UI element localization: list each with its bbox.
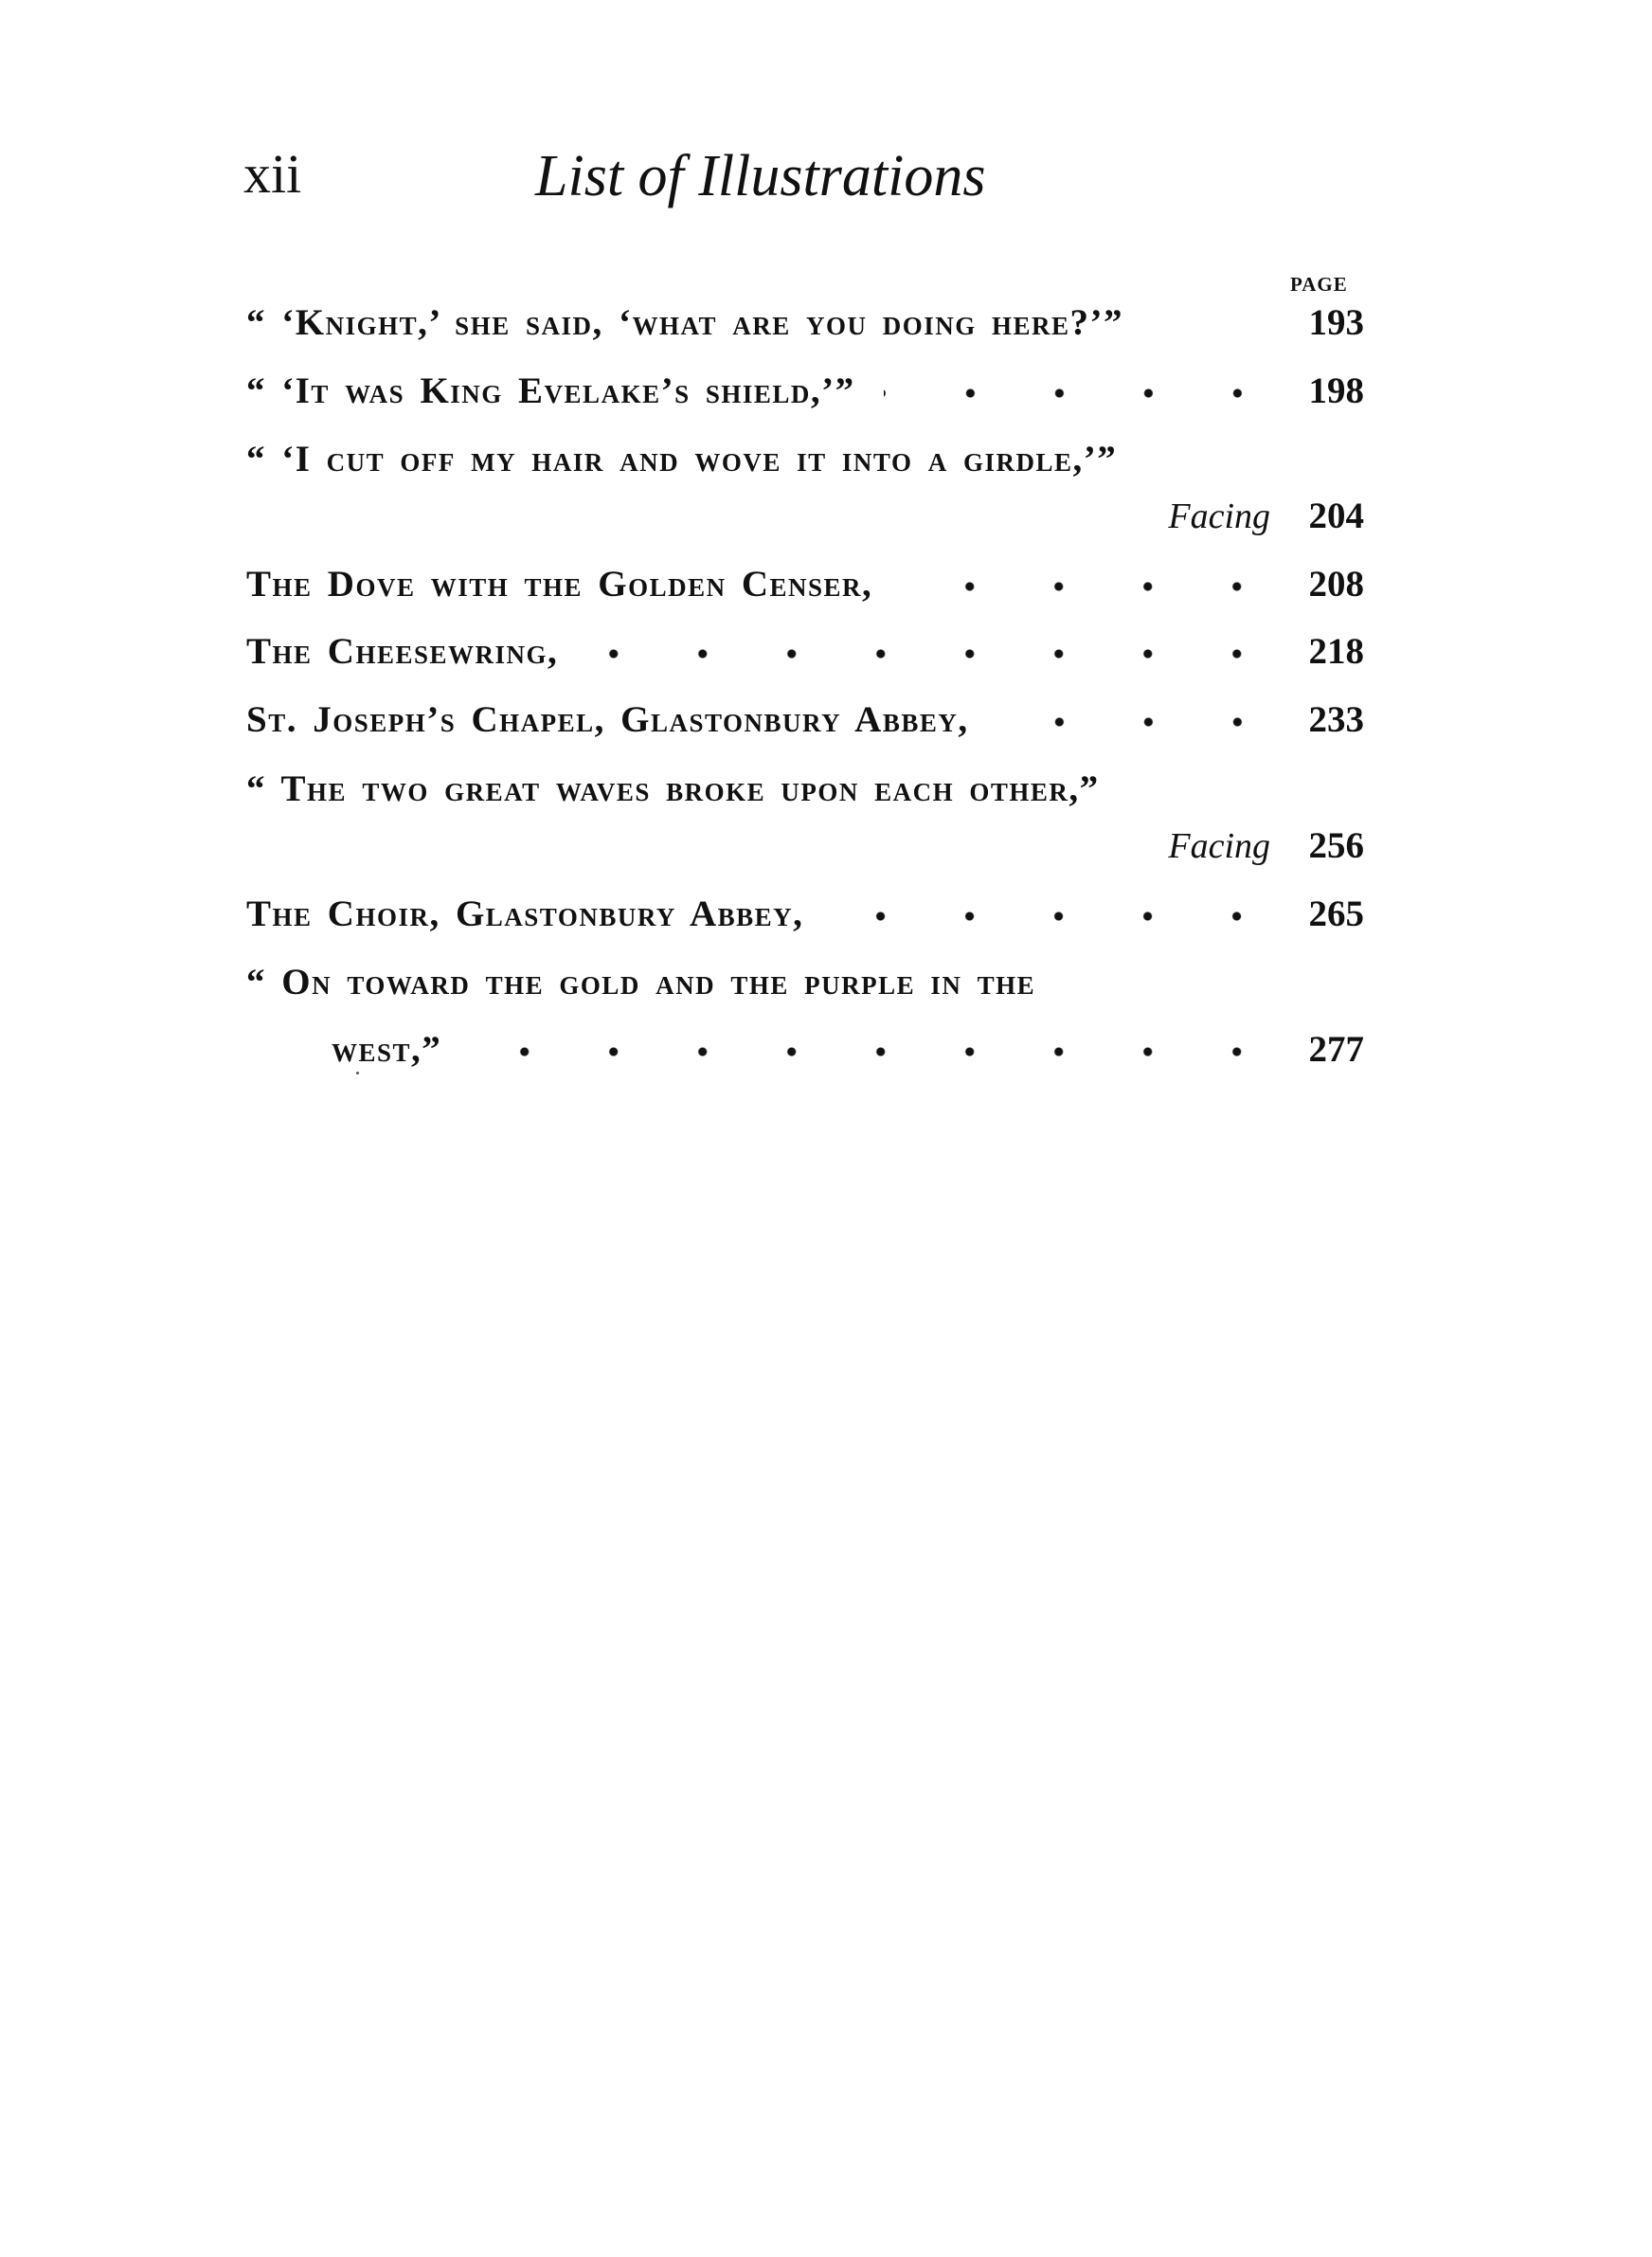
entry-page: 277 [1308, 1029, 1364, 1070]
list-item-continuation [246, 495, 1364, 542]
dot-leader [884, 385, 1282, 402]
facing-label: Facing [1168, 826, 1270, 866]
dot-leader [832, 908, 1282, 925]
dot-leader [586, 645, 1282, 662]
entry-title: “ ‘It was King Evelake’s shield,’” [246, 370, 855, 411]
list-item [246, 563, 1364, 610]
print-speck [356, 1072, 359, 1074]
list-item [246, 630, 1364, 677]
entry-page: 204 [1308, 496, 1364, 536]
list-item [246, 370, 1364, 417]
list-item [246, 893, 1364, 940]
dot-leader [470, 1043, 1282, 1060]
entry-page: 208 [1308, 564, 1364, 605]
page-number: xii [243, 143, 302, 205]
dot-leader [901, 578, 1282, 595]
list-item-continuation [246, 824, 1364, 872]
page-title: List of Illustrations [535, 144, 986, 208]
list-item-continuation [246, 1028, 1364, 1075]
entry-title: The Cheesewring, [246, 631, 559, 672]
entry-title: “ ‘Knight,’ she said, ‘what are you doing here?’” [246, 302, 1123, 343]
entry-page: 198 [1308, 370, 1364, 411]
list-item [246, 767, 1364, 815]
facing-label: Facing [1168, 497, 1270, 536]
entry-title-continuation: west,” [332, 1029, 442, 1070]
entry-title: “ The two great waves broke upon each other,” [246, 768, 1100, 809]
entry-title: St. Joseph’s Chapel, Glastonbury Abbey, [246, 699, 969, 740]
list-item [246, 438, 1364, 485]
dot-leader [997, 713, 1282, 731]
entry-title: “ ‘I cut off my hair and wove it into a girdle,’” [246, 439, 1118, 479]
entry-title: “ On toward the gold and the purple in the [246, 962, 1036, 1002]
page-column-label: PAGE [1290, 273, 1348, 296]
entry-page: 265 [1308, 894, 1364, 934]
entry-page: 193 [1308, 302, 1364, 343]
entry-page: 256 [1308, 825, 1364, 866]
entry-page: 218 [1308, 631, 1364, 672]
entry-title: The Choir, Glastonbury Abbey, [246, 894, 804, 934]
list-item [246, 301, 1364, 349]
entry-title: The Dove with the Golden Censer, [246, 564, 873, 605]
list-item [246, 961, 1364, 1008]
entry-page: 233 [1308, 699, 1364, 740]
list-item [246, 698, 1364, 746]
